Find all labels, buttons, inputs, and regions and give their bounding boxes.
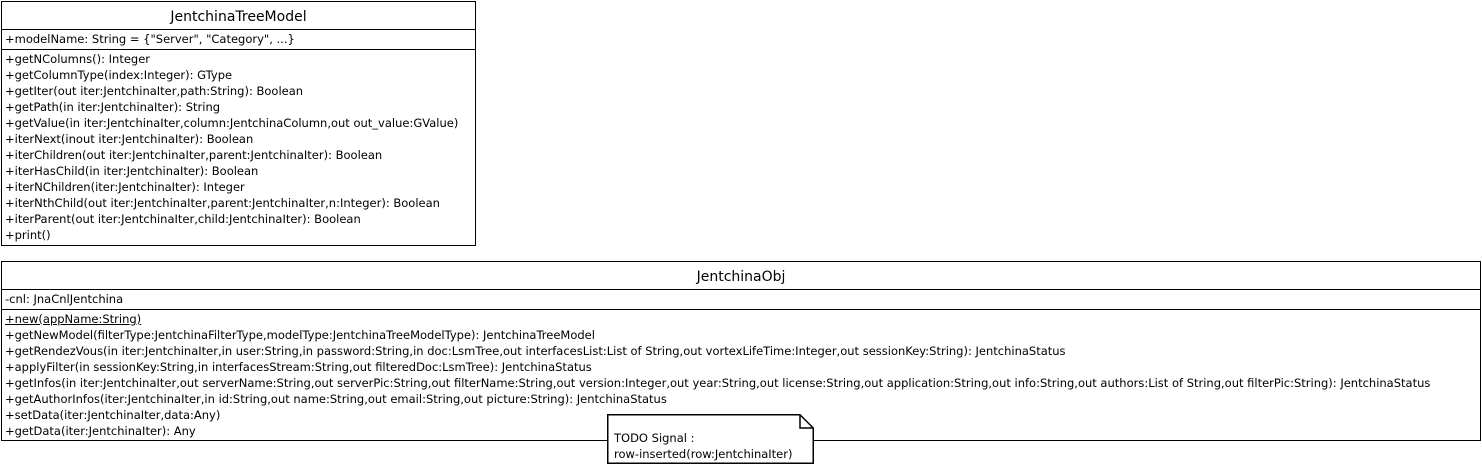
operation: +iterHasChild(in iter:JentchinaIter): Boolean (5, 164, 259, 178)
note-line: row-inserted(row:JentchinaIter) (614, 447, 793, 461)
attributes-compartment (2, 30, 475, 50)
operation: +getData(iter:JentchinaIter): Any (5, 424, 196, 438)
operation: +getInfos(in iter:JentchinaIter,out serverName:String,out serverPic:String,out filterName:String,out version:Integer,out year:String,out license:String,out application:String,out info:String,out authors:List of String,out filterPic:String): JentchinaStatus (5, 376, 1431, 390)
attributes-compartment (2, 290, 1480, 310)
class-name: JentchinaObj (2, 262, 1480, 290)
operation: +getColumnType(index:Integer): GType (5, 68, 233, 82)
operation: +setData(iter:JentchinaIter,data:Any) (5, 408, 221, 422)
operation: +iterChildren(out iter:JentchinaIter,parent:JentchinaIter): Boolean (5, 148, 383, 162)
class-jentchina-tree-model[interactable] (1, 1, 476, 246)
note-line: TODO Signal : (614, 431, 695, 445)
class-name: JentchinaTreeModel (2, 2, 475, 30)
operation: +iterNChildren(iter:JentchinaIter): Integer (5, 180, 245, 194)
operation: +getRendezVous(in iter:JentchinaIter,in user:String,in password:String,in doc:LsmTree,out interfacesList:List of String,out vortexLifeTime:Integer,out sessionKey:String): JentchinaStatus (5, 344, 1066, 358)
uml-note[interactable] (607, 414, 814, 464)
operation: +getValue(in iter:JentchinaIter,column:JentchinaColumn,out out_value:GValue) (5, 116, 459, 130)
operation: +print() (5, 228, 51, 242)
operation-static: +new(appName:String) (5, 312, 142, 326)
operation: +iterNthChild(out iter:JentchinaIter,parent:JentchinaIter,n:Integer): Boolean (5, 196, 440, 210)
operation: +iterParent(out iter:JentchinaIter,child:JentchinaIter): Boolean (5, 212, 361, 226)
operations-compartment (2, 50, 475, 243)
operation: +iterNext(inout iter:JentchinaIter): Boolean (5, 132, 254, 146)
operation: +getNewModel(filterType:JentchinaFilterType,modelType:JentchinaTreeModelType): JentchinaTreeModel (5, 328, 595, 342)
operation: +getPath(in iter:JentchinaIter): String (5, 100, 221, 114)
operation: +getNColumns(): Integer (5, 52, 151, 66)
attribute: +modelName: String = {"Server", "Category", ...} (5, 32, 295, 46)
note-text (614, 430, 792, 462)
attribute: -cnl: JnaCnlJentchina (5, 292, 124, 306)
operation: +getIter(out iter:JentchinaIter,path:String): Boolean (5, 84, 304, 98)
operation: +getAuthorInfos(iter:JentchinaIter,in id:String,out name:String,out email:String,out picture:String): JentchinaStatus (5, 392, 667, 406)
operation: +applyFilter(in sessionKey:String,in interfacesStream:String,out filteredDoc:LsmTree): JentchinaStatus (5, 360, 592, 374)
